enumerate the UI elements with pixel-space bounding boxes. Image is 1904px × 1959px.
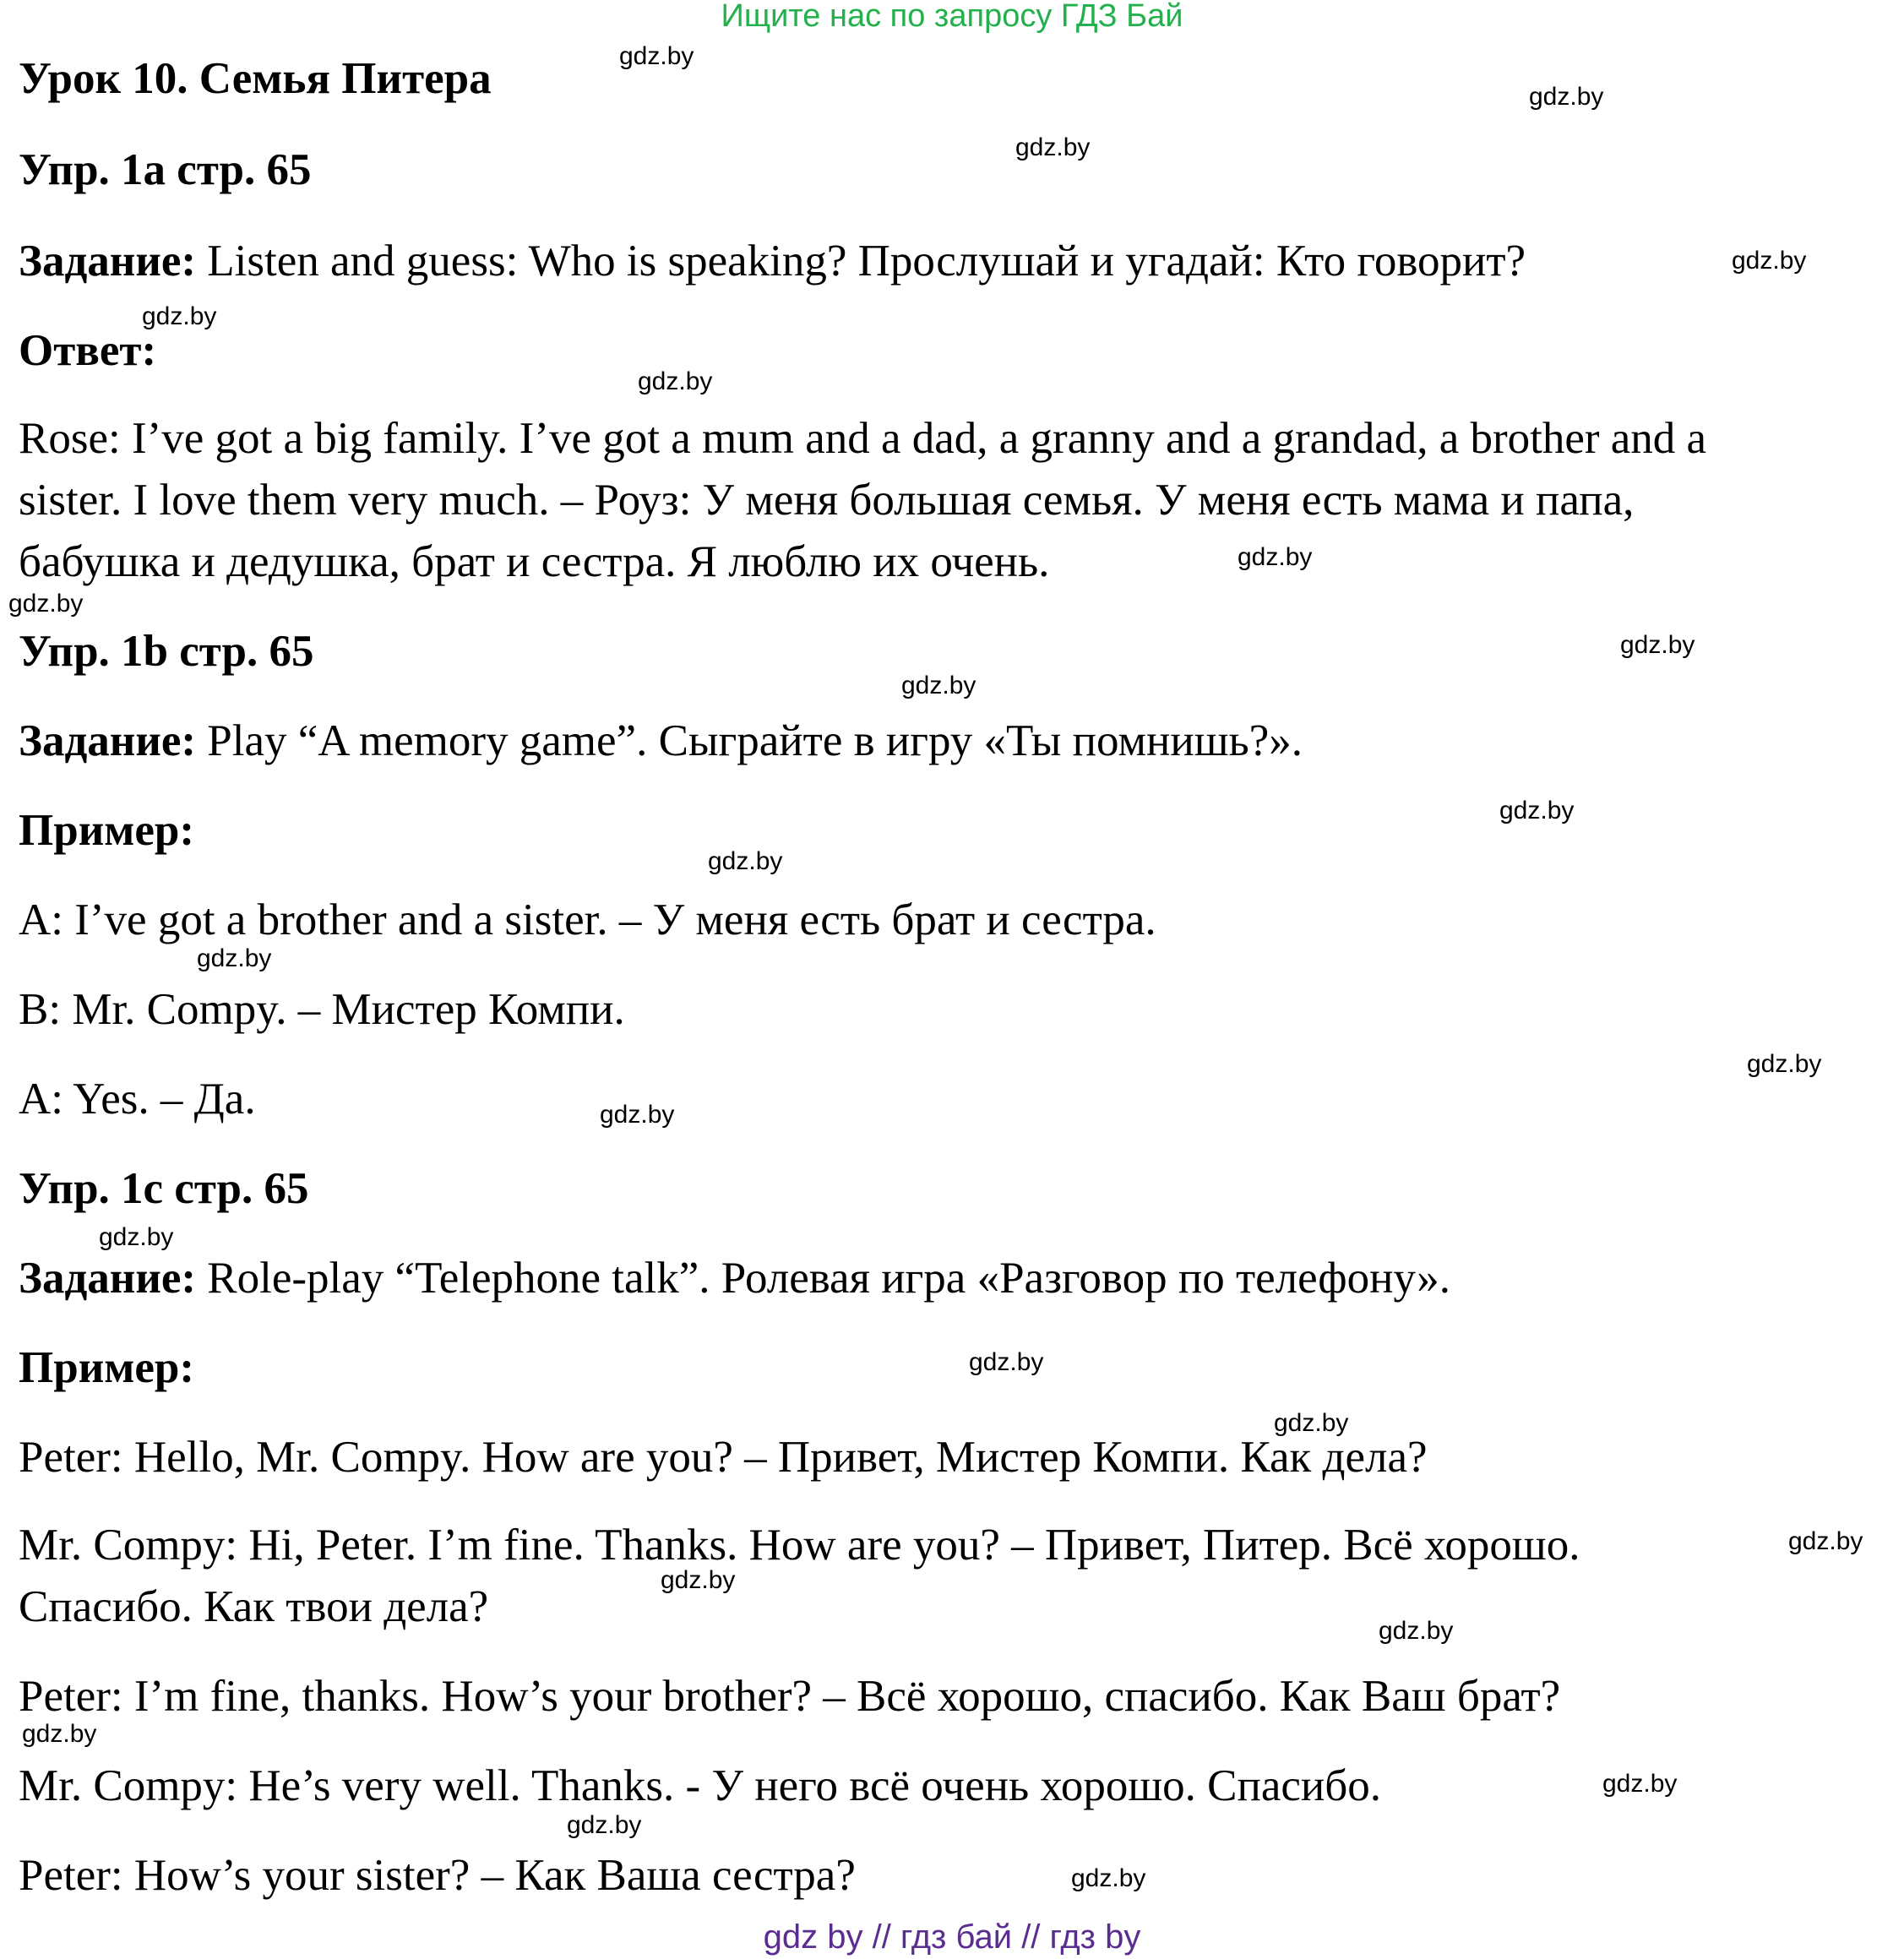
- ex1a-answer-label: Ответ:: [19, 326, 157, 375]
- watermark: gdz.by: [22, 1720, 97, 1748]
- ex1a-answer-line: бабушка и дедушка, брат и сестра. Я люблю их очень.: [19, 537, 1050, 586]
- watermark: gdz.by: [99, 1223, 174, 1251]
- ex1a-answer-line: sister. I love them very much. – Роуз: У меня большая семья. У меня есть мама и папа,: [19, 476, 1635, 525]
- watermark: gdz.by: [969, 1348, 1044, 1376]
- watermark: gdz.by: [638, 367, 713, 395]
- watermark: gdz.by: [1071, 1864, 1146, 1892]
- watermark: gdz.by: [1238, 543, 1313, 571]
- ex1c-task-text: Role-play “Telephone talk”. Ролевая игра «Разговор по телефону».: [196, 1254, 1451, 1303]
- ex1a-answer-line: Rose: I’ve got a big family. I’ve got a mum and a dad, a granny and a grandad, a brother and a: [19, 414, 1707, 463]
- ex1c-task-label: Задание:: [19, 1254, 197, 1303]
- watermark: gdz.by: [8, 590, 84, 618]
- search-banner[interactable]: Ищите нас по запросу ГДЗ Бай: [721, 0, 1183, 34]
- ex1c-example-label: Пример:: [19, 1343, 194, 1392]
- ex1a-task: [19, 235, 1526, 287]
- ex1c-line: Peter: Hello, Mr. Compy. How are you? – Привет, Мистер Компи. Как дела?: [19, 1433, 1428, 1482]
- footer-links[interactable]: gdz by // гдз бай // гдз by: [763, 1918, 1141, 1956]
- ex1c-line: Mr. Compy: He’s very well. Thanks. - У него всё очень хорошо. Спасибо.: [19, 1761, 1382, 1810]
- ex1b-heading: Упр. 1b стр. 65: [19, 627, 314, 676]
- watermark: gdz.by: [901, 672, 976, 699]
- watermark: gdz.by: [1529, 83, 1604, 111]
- watermark: gdz.by: [197, 944, 272, 972]
- ex1c-line: Peter: I’m fine, thanks. How’s your brother? – Всё хорошо, спасибо. Как Ваш брат?: [19, 1672, 1561, 1721]
- lesson-title: Урок 10. Семья Питера: [19, 54, 492, 103]
- watermark: gdz.by: [1788, 1527, 1863, 1555]
- watermark: gdz.by: [708, 847, 783, 875]
- watermark: gdz.by: [1620, 631, 1695, 659]
- ex1b-line: B: Mr. Compy. – Мистер Компи.: [19, 985, 625, 1034]
- watermark: gdz.by: [142, 302, 217, 330]
- ex1c-heading: Упр. 1c стр. 65: [19, 1164, 309, 1213]
- ex1b-line: A: Yes. – Да.: [19, 1075, 256, 1124]
- watermark: gdz.by: [600, 1101, 675, 1129]
- ex1b-task-text: Play “A memory game”. Сыграйте в игру «Ты помнишь?».: [196, 716, 1303, 765]
- ex1c-task: [19, 1252, 1450, 1304]
- watermark: gdz.by: [661, 1566, 736, 1594]
- ex1c-line: Спасибо. Как твои дела?: [19, 1582, 489, 1631]
- ex1a-task-text: Listen and guess: Who is speaking? Прослушай и угадай: Кто говорит?: [196, 237, 1526, 286]
- watermark: gdz.by: [1379, 1617, 1454, 1645]
- watermark: gdz.by: [1602, 1770, 1678, 1798]
- watermark: gdz.by: [1274, 1409, 1349, 1437]
- ex1a-task-label: Задание:: [19, 237, 197, 286]
- ex1b-task-label: Задание:: [19, 716, 197, 765]
- ex1a-heading: Упр. 1a стр. 65: [19, 145, 312, 194]
- ex1c-line: Peter: How’s your sister? – Как Ваша сестра?: [19, 1851, 856, 1900]
- watermark: gdz.by: [1747, 1050, 1822, 1078]
- watermark: gdz.by: [1732, 247, 1807, 275]
- watermark: gdz.by: [619, 42, 694, 70]
- watermark: gdz.by: [1015, 133, 1091, 161]
- ex1c-line: Mr. Compy: Hi, Peter. I’m fine. Thanks. How are you? – Привет, Питер. Всё хорошо.: [19, 1521, 1580, 1570]
- ex1b-example-label: Пример:: [19, 806, 194, 855]
- ex1b-line: A: I’ve got a brother and a sister. – У меня есть брат и сестра.: [19, 895, 1156, 944]
- watermark: gdz.by: [567, 1811, 642, 1839]
- ex1b-task: [19, 715, 1303, 767]
- watermark: gdz.by: [1499, 797, 1575, 824]
